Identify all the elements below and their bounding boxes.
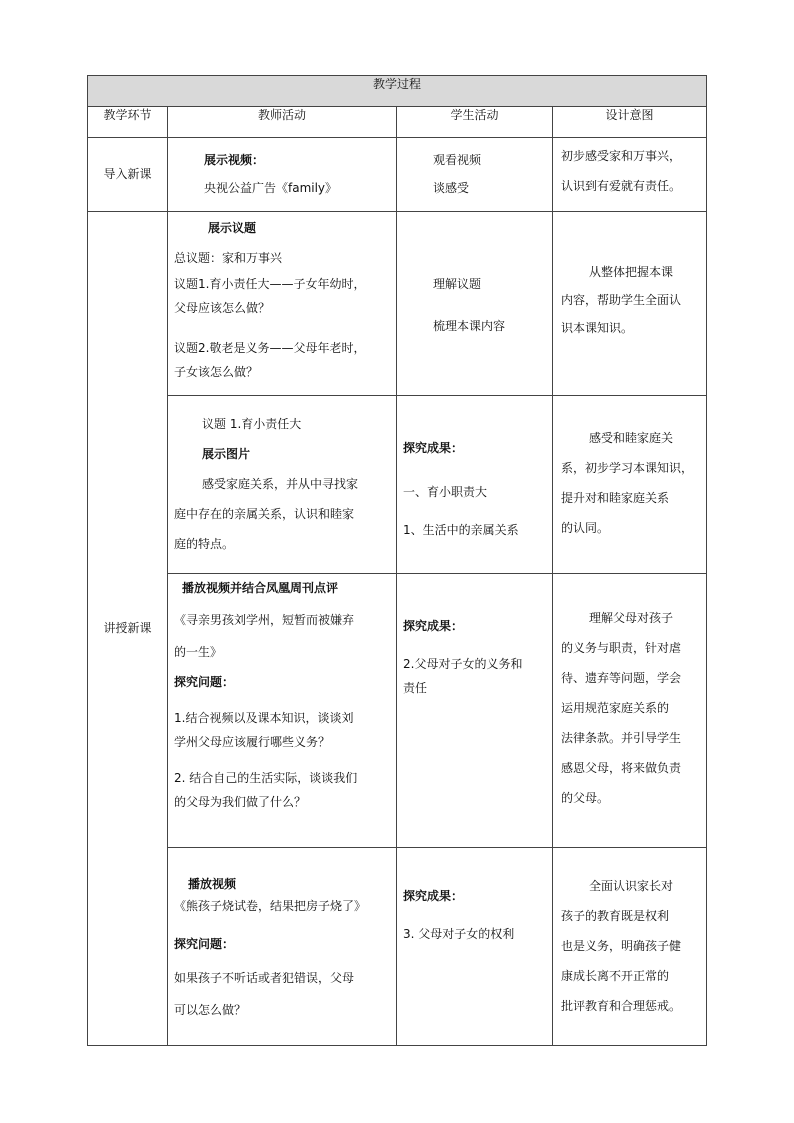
cell-text: 康成长离不开正常的 [561,969,670,983]
table-row [88,212,707,396]
cell-text: 从整体把握本课 [589,265,674,279]
cell-text: 学州父母应该履行哪些义务？ [174,735,331,749]
cell-text: 探究问题： [174,937,235,951]
cell-text: 理解父母对孩子 [589,611,674,625]
cell-text: 批评教育和合理惩戒。 [561,999,682,1013]
header-stage: 教学环节 [88,107,168,138]
cell-text: 探究成果： [403,619,464,633]
cell-text: 探究问题： [174,675,235,689]
table-row [88,138,707,212]
stage-cell: 导入新课 [88,138,168,212]
design-cell [553,848,707,1046]
design-cell [553,396,707,574]
cell-text: 认识到有爱就有责任。 [561,179,682,193]
cell-text: 子女该怎么做？ [174,365,259,379]
cell-text: 感恩父母，将来做负责 [561,761,682,775]
cell-text: 的认同。 [561,521,610,535]
cell-text: 识本课知识。 [561,321,634,335]
cell-text: 展示视频： [204,153,265,167]
cell-text: 庭的特点。 [174,537,235,551]
cell-text: 观看视频 [433,153,482,167]
cell-text: 展示议题 [208,221,257,235]
cell-text: 责任 [403,681,428,695]
teacher-cell [168,848,397,1046]
cell-text: 《寻亲男孩刘学州，短暂而被嫌弃 [174,613,355,627]
cell-text: 2. 结合自己的生活实际，谈谈我们 [174,771,358,785]
cell-text: 感受家庭关系，并从中寻找家 [202,477,359,491]
cell-text: 可以怎么做？ [174,1003,247,1017]
cell-text: 孩子的教育既是权利 [561,909,670,923]
cell-text: 1.结合视频以及课本知识，谈谈刘 [174,711,354,725]
cell-text: 展示图片 [202,447,251,461]
cell-text: 的父母。 [561,791,610,805]
cell-text: 议题2.敬老是义务——父母年老时， [174,341,366,355]
cell-text: 父母应该怎么做？ [174,301,271,315]
cell-text: 提升对和睦家庭关系 [561,491,670,505]
teacher-cell [168,138,397,212]
cell-text: 内容，帮助学生全面认 [561,293,682,307]
cell-text: 庭中存在的亲属关系，认识和睦家 [174,507,355,521]
cell-text: 待、遗弃等问题，学会 [561,671,682,685]
cell-text: 探究成果： [403,889,464,903]
table-row [88,574,707,848]
header-design: 设计意图 [553,107,707,138]
cell-text: 总议题：家和万事兴 [174,251,283,265]
cell-text: 法律条款。并引导学生 [561,731,682,745]
table-title: 教学过程 [88,76,707,107]
cell-text: 也是义务，明确孩子健 [561,939,682,953]
student-cell [397,212,553,396]
cell-text: 运用规范家庭关系的 [561,701,670,715]
cell-text: 初步感受家和万事兴， [561,149,682,163]
header-teacher: 教师活动 [168,107,397,138]
cell-text: 全面认识家长对 [589,879,674,893]
design-cell [553,212,707,396]
cell-text: 一、育小职责大 [403,485,488,499]
lesson-process-table [87,75,707,1046]
cell-text: 的义务与职责，针对虐 [561,641,682,655]
table-row [88,848,707,1046]
cell-text: 谈感受 [433,181,470,195]
cell-text: 议题1.育小责任大——子女年幼时， [174,277,366,291]
cell-text: 系，初步学习本课知识， [561,461,694,475]
cell-text: 的父母为我们做了什么？ [174,795,307,809]
teacher-cell [168,574,397,848]
cell-text: 3. 父母对子女的权利 [403,927,515,941]
cell-text: 2.父母对子女的义务和 [403,657,523,671]
cell-text: 探究成果： [403,441,464,455]
cell-text: 1、生活中的亲属关系 [403,523,519,537]
cell-text: 央视公益广告《family》 [204,181,338,195]
cell-text: 理解议题 [433,277,482,291]
cell-text: 议题 1.育小责任大 [202,417,302,431]
student-cell [397,848,553,1046]
student-cell [397,396,553,574]
teacher-cell [168,212,397,396]
cell-text: 梳理本课内容 [433,319,506,333]
cell-text: 如果孩子不听话或者犯错误，父母 [174,971,355,985]
cell-text: 的一生》 [174,645,223,659]
student-cell [397,574,553,848]
design-cell [553,138,707,212]
header-student: 学生活动 [397,107,553,138]
cell-text: 《熊孩子烧试卷，结果把房子烧了》 [174,899,367,913]
stage-cell: 讲授新课 [88,212,168,1046]
cell-text: 播放视频 [188,877,237,891]
design-cell [553,574,707,848]
teacher-cell [168,396,397,574]
table-row [88,396,707,574]
cell-text: 播放视频并结合凤凰周刊点评 [182,581,339,595]
student-cell [397,138,553,212]
cell-text: 感受和睦家庭关 [589,431,674,445]
